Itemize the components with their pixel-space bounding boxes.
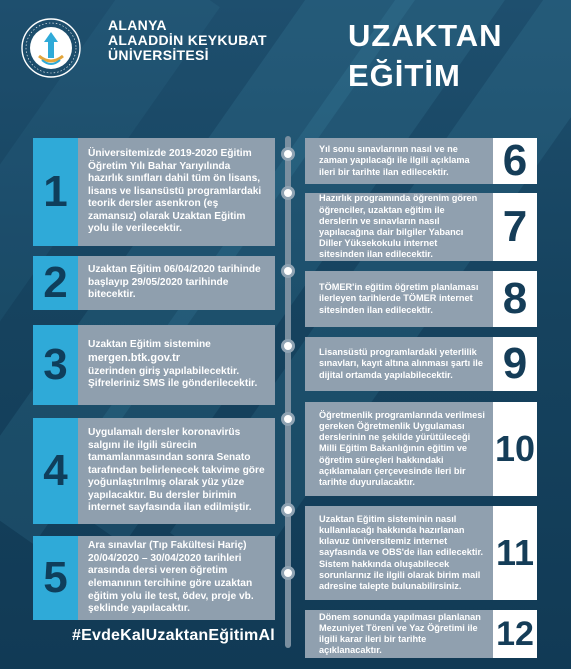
university-name-line2: ALAADDİN KEYKUBAT xyxy=(108,32,267,48)
item-text xyxy=(78,325,275,405)
item-text: TÖMER'in eğitim öğretim planlaması ilerleyen tarihlerde TÖMER internet sitesinden ilan edilecektir. xyxy=(305,271,493,327)
login-url-text: mergen.btk.gov.tr xyxy=(88,351,181,364)
list-item-11 xyxy=(305,506,537,600)
item-text: Uzaktan Eğitim sisteminin nasıl kullanılacağı hakkında hazırlanan kılavuz üniversitemiz internet sayfasında ve OBS'de ilan edilecektir. Sistem hakkında oluşabilecek sorunlarınız ile ilgili olarak birim mail adresine talepte bulunabilirsiniz. xyxy=(305,506,493,600)
list-item-5 xyxy=(33,536,275,620)
page-title-line1: UZAKTAN xyxy=(348,18,503,53)
item-number: 10 xyxy=(493,402,537,496)
item-number: 5 xyxy=(33,536,78,620)
item-text: Ara sınavlar (Tıp Fakültesi Hariç) 20/04/2020 – 30/04/2020 tarihleri arasında dersi veren öğretim elemanının tercihine göre uzaktan eğitim yolu ile test, ödev, proje vb. şeklinde yapılacaktır. xyxy=(78,536,275,620)
university-name xyxy=(108,18,267,63)
item-number: 1 xyxy=(33,138,78,246)
item-text: Uygulamalı dersler koronavirüs salgını ile ilgili sürecin tamamlanmasından sonra Senato tarafından belirlenecek takvime göre yoğunlaştırılmış olarak yüz yüze yapılacaktır. Bu dersler birimin internet sayfasında ilan edilmiştir. xyxy=(78,418,275,524)
list-item-4 xyxy=(33,418,275,524)
university-seal-icon xyxy=(20,12,82,92)
item-text: Üniversitemizde 2019-2020 Eğitim Öğretim Yılı Bahar Yarıyılında hazırlık sınıfları dahil tüm ön lisans, lisans ve lisansüstü programlardaki teorik dersler asenkron (eş zamansız) olarak Uzaktan Eğitim yolu ile verilecektir. xyxy=(78,138,275,246)
item-number: 3 xyxy=(33,325,78,405)
item-text: Lisansüstü programlardaki yeterlilik sınavları, kayıt altına alınması şartı ile dijital ortamda yapılabilecektir. xyxy=(305,337,493,391)
timeline-dot xyxy=(281,566,295,580)
item-text-before: Uzaktan Eğitim sistemine xyxy=(88,339,211,351)
item-number: 6 xyxy=(493,138,537,184)
timeline-dot xyxy=(281,147,295,161)
list-item-1 xyxy=(33,138,275,246)
item-number: 7 xyxy=(493,193,537,261)
list-item-7 xyxy=(305,193,537,261)
university-name-line3: ÜNİVERSİTESİ xyxy=(108,47,209,63)
list-item-2 xyxy=(33,256,275,310)
timeline-dot xyxy=(281,412,295,426)
timeline-dot xyxy=(281,503,295,517)
list-item-12 xyxy=(305,610,537,658)
item-text: Dönem sonunda yapılması planlanan Mezuniyet Töreni ve Yaz Öğretimi ile ilgili karar ileri bir tarihte açıklanacaktır. xyxy=(305,610,493,658)
item-text: Yıl sonu sınavlarının nasıl ve ne zaman yapılacağı ile ilgili açıklama ileri bir tarihte ilan edilecektir. xyxy=(305,138,493,184)
timeline-dot xyxy=(281,264,295,278)
item-text-after: üzerinden giriş yapılabilecektir. Şifreleriniz SMS ile gönderilecektir. xyxy=(88,365,258,390)
item-number: 12 xyxy=(493,610,537,658)
item-number: 8 xyxy=(493,271,537,327)
item-number: 4 xyxy=(33,418,78,524)
item-number: 11 xyxy=(493,506,537,600)
list-item-9 xyxy=(305,337,537,391)
list-item-10 xyxy=(305,402,537,496)
page-title-line2: EĞİTİM xyxy=(348,58,461,93)
list-item-6 xyxy=(305,138,537,184)
hashtag: #EvdeKalUzaktanEğitimAl xyxy=(72,627,275,644)
timeline-dot xyxy=(281,186,295,200)
item-text: Hazırlık programında öğrenim gören öğrenciler, uzaktan eğitim ile derslerin ve sınavların nasıl yapılacağına dair bilgiler Yabancı Diller Yüksekokulu internet sitesinden ilan edilecektir. xyxy=(305,193,493,261)
university-name-line1: ALANYA xyxy=(108,17,167,33)
item-text: Öğretmenlik programlarında verilmesi gereken Öğretmenlik Uygulaması derslerinin ne şekilde yürütüleceği Milli Eğitim Bakanlığının eğitim ve öğretim süreçleri hakkındaki açıklamaları çerçevesinde ileri bir tarihte duyurulacaktır. xyxy=(305,402,493,496)
list-item-3 xyxy=(33,325,275,405)
item-number: 9 xyxy=(493,337,537,391)
header xyxy=(0,0,571,118)
list-item-8 xyxy=(305,271,537,327)
item-text: Uzaktan Eğitim 06/04/2020 tarihinde başlayıp 29/05/2020 tarihinde bitecektir. xyxy=(78,256,275,310)
title-box xyxy=(330,0,571,112)
item-number: 2 xyxy=(33,256,78,310)
timeline-dot xyxy=(281,339,295,353)
